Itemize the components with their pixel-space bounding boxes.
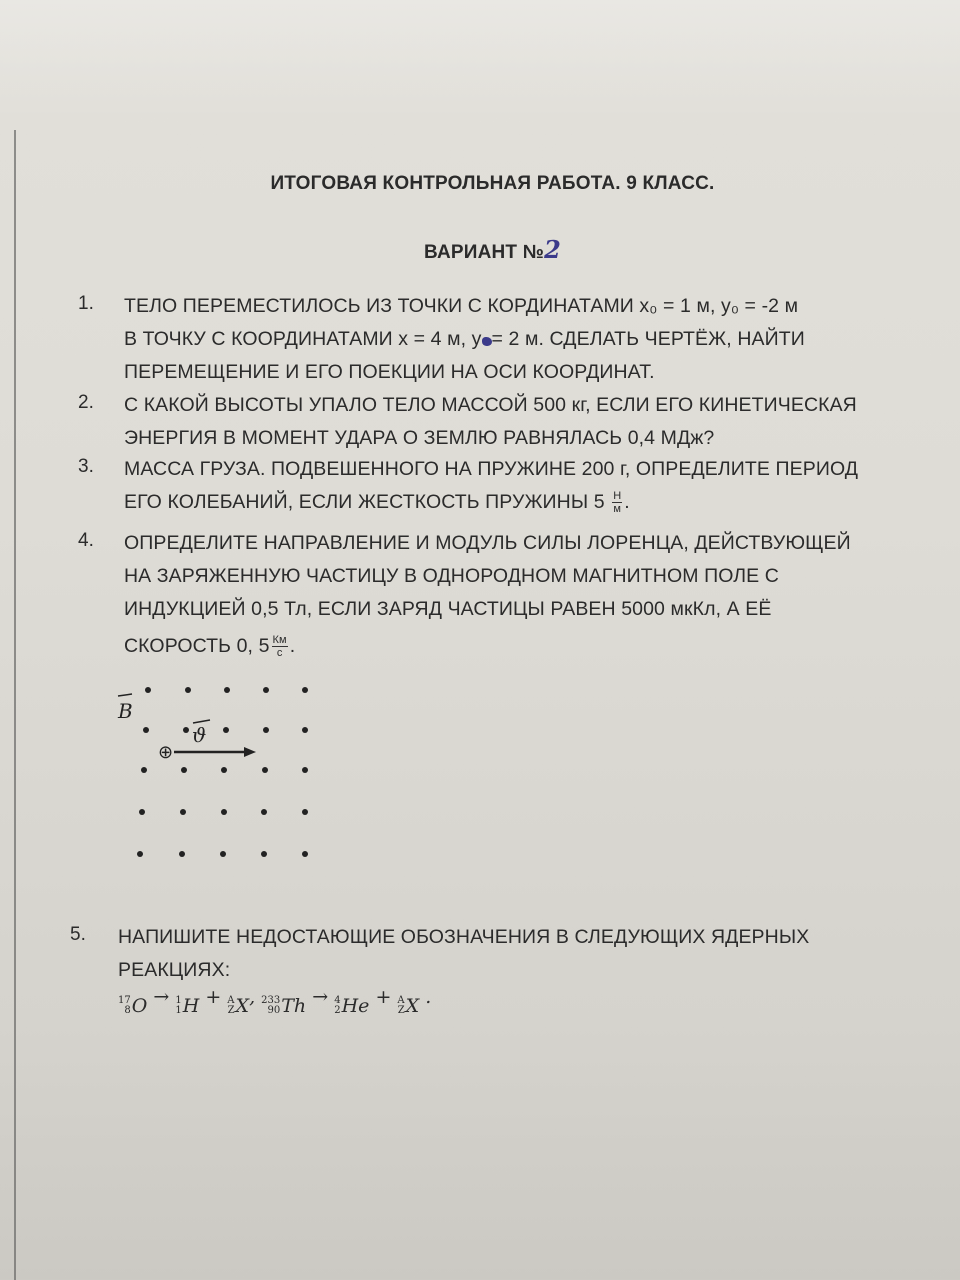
task-4-line-4a: СКОРОСТЬ 0, 5 — [124, 635, 270, 657]
arrow-head-icon — [244, 747, 256, 757]
task-2-line-2: ЭНЕРГИЯ В МОМЕНТ УДАРА О ЗЕМЛЮ РАВНЯЛАСЬ 0,4 МДж? — [124, 427, 715, 449]
unit-numerator: Км — [272, 634, 287, 647]
task-1-line-2 — [124, 323, 944, 356]
field-dot — [145, 687, 151, 693]
task-1-line-3: ПЕРЕМЕЩЕНИЕ И ЕГО ПОЕКЦИИ НА ОСИ КООРДИНАТ. — [124, 361, 655, 383]
field-dot — [221, 809, 227, 815]
field-dot — [223, 727, 229, 733]
task-3-text — [124, 453, 944, 519]
field-dot — [261, 809, 267, 815]
nuclear-reactions — [118, 986, 431, 1017]
positive-charge-icon: ⊕ — [158, 742, 174, 763]
plus-sign: + — [375, 986, 392, 1008]
task-2-text — [124, 389, 944, 455]
task-2-number: 2. — [78, 392, 94, 413]
field-dot — [181, 767, 187, 773]
field-dot — [302, 851, 308, 857]
field-dot — [139, 809, 145, 815]
magnetic-field-diagram — [100, 670, 330, 870]
element-symbol: O — [131, 995, 148, 1017]
unknown-nuclide — [397, 995, 419, 1017]
task-1-line-1: ТЕЛО ПЕРЕМЕСТИЛОСЬ ИЗ ТОЧКИ С КОРДИНАТАМИ x₀ = 1 м, y₀ = -2 м — [124, 295, 799, 317]
element-symbol: Th — [281, 995, 307, 1017]
field-dot — [221, 767, 227, 773]
unit-denominator: м — [613, 503, 622, 516]
task-5-text — [118, 921, 938, 987]
task-4-line-2: НА ЗАРЯЖЕННУЮ ЧАСТИЦУ В ОДНОРОДНОМ МАГНИТНОМ ПОЛЕ С — [124, 565, 779, 587]
field-dot — [262, 767, 268, 773]
ink-scribble — [482, 337, 492, 346]
field-dots — [137, 687, 308, 857]
task-1-line-2a: В ТОЧКУ С КООРДИНАТАМИ x = 4 м, y — [124, 328, 482, 350]
element-symbol: He — [341, 995, 370, 1017]
task-1-text — [124, 290, 944, 389]
atomic-number: 2 — [334, 1005, 341, 1016]
helium-nuclide — [334, 995, 369, 1017]
task-5-line-2: РЕАКЦИЯХ: — [118, 959, 231, 981]
thorium-nuclide — [261, 995, 306, 1017]
task-4-line-4 — [124, 630, 944, 663]
task-1-number: 1. — [78, 293, 94, 314]
element-symbol: X — [405, 995, 420, 1017]
reaction-arrow: → — [312, 986, 329, 1008]
variant-handwritten-number: 2 — [544, 235, 562, 264]
variant-heading — [0, 235, 960, 264]
atomic-number: Z — [397, 1005, 405, 1016]
plus-sign: + — [205, 986, 222, 1008]
separator: , — [249, 986, 256, 1008]
task-4-text — [124, 527, 944, 663]
task-3-line-2 — [124, 486, 944, 519]
mass-number: 233 — [261, 995, 281, 1006]
field-dot — [261, 851, 267, 857]
task-2-line-1: С КАКОЙ ВЫСОТЫ УПАЛО ТЕЛО МАССОЙ 500 кг, ЕСЛИ ЕГО КИНЕТИЧЕСКАЯ — [124, 394, 857, 416]
atomic-number: 90 — [267, 1005, 281, 1016]
mass-number: 4 — [334, 995, 341, 1006]
field-dot — [179, 851, 185, 857]
field-label: B — [118, 699, 133, 723]
unit-numerator: Н — [613, 490, 622, 503]
task-1-line-2b: = 2 м. СДЕЛАТЬ ЧЕРТЁЖ, НАЙТИ — [491, 328, 805, 350]
atomic-number: 1 — [175, 1005, 182, 1016]
task-3-number: 3. — [78, 456, 94, 477]
variant-label: ВАРИАНТ № — [423, 242, 545, 263]
atomic-number: 8 — [124, 1005, 131, 1016]
page-title: ИТОГОВАЯ КОНТРОЛЬНАЯ РАБОТА. 9 КЛАСС. — [270, 173, 715, 194]
field-dot — [302, 809, 308, 815]
task-4-line-3: ИНДУКЦИЕЙ 0,5 Тл, ЕСЛИ ЗАРЯД ЧАСТИЦЫ РАВЕН 5000 мкКл, А ЕЁ — [124, 598, 772, 620]
field-dot — [180, 809, 186, 815]
mass-number: A — [397, 995, 405, 1006]
hydrogen-nuclide — [175, 995, 199, 1017]
reaction-arrow: → — [153, 986, 170, 1008]
task-5-line-1: НАПИШИТЕ НЕДОСТАЮЩИЕ ОБОЗНАЧЕНИЯ В СЛЕДУЮЩИХ ЯДЕРНЫХ — [118, 926, 810, 948]
field-dot — [220, 851, 226, 857]
task-5-number: 5. — [70, 924, 86, 945]
mass-number: 1 — [175, 995, 182, 1006]
mass-number: A — [227, 995, 235, 1006]
field-dot — [183, 727, 189, 733]
task-4-line-1: ОПРЕДЕЛИТЕ НАПРАВЛЕНИЕ И МОДУЛЬ СИЛЫ ЛОРЕНЦА, ДЕЙСТВУЮЩЕЙ — [124, 532, 851, 554]
field-dot — [185, 687, 191, 693]
task-3-line-1: МАССА ГРУЗА. ПОДВЕШЕННОГО НА ПРУЖИНЕ 200 г, ОПРЕДЕЛИТЕ ПЕРИОД — [124, 458, 859, 480]
field-dot — [263, 687, 269, 693]
task-3-period: . — [624, 491, 630, 513]
field-dot — [137, 851, 143, 857]
field-vector-bar — [118, 694, 132, 696]
field-dot — [224, 687, 230, 693]
field-dot — [302, 767, 308, 773]
unknown-nuclide — [227, 995, 249, 1017]
field-dot — [263, 727, 269, 733]
element-symbol: X — [235, 995, 250, 1017]
speed-unit-fraction — [272, 634, 288, 659]
unit-denominator: с — [276, 647, 283, 660]
field-dot — [143, 727, 149, 733]
task-4-period: . — [289, 635, 296, 657]
paper-highlight — [0, 0, 960, 120]
field-dot — [302, 727, 308, 733]
task-3-line-2a: ЕГО КОЛЕБАНИЙ, ЕСЛИ ЖЕСТКОСТЬ ПРУЖИНЫ 5 — [124, 491, 605, 513]
velocity-label: ϑ — [192, 723, 207, 747]
paper-fold-line — [14, 130, 16, 1280]
oxygen-nuclide — [118, 995, 147, 1017]
element-symbol: H — [182, 995, 200, 1017]
field-dot — [141, 767, 147, 773]
field-dot — [302, 687, 308, 693]
stiffness-unit-fraction — [612, 490, 622, 515]
task-4-number: 4. — [78, 530, 94, 551]
end-period: . — [425, 986, 432, 1008]
mass-number: 17 — [118, 995, 131, 1006]
atomic-number: Z — [227, 1005, 235, 1016]
